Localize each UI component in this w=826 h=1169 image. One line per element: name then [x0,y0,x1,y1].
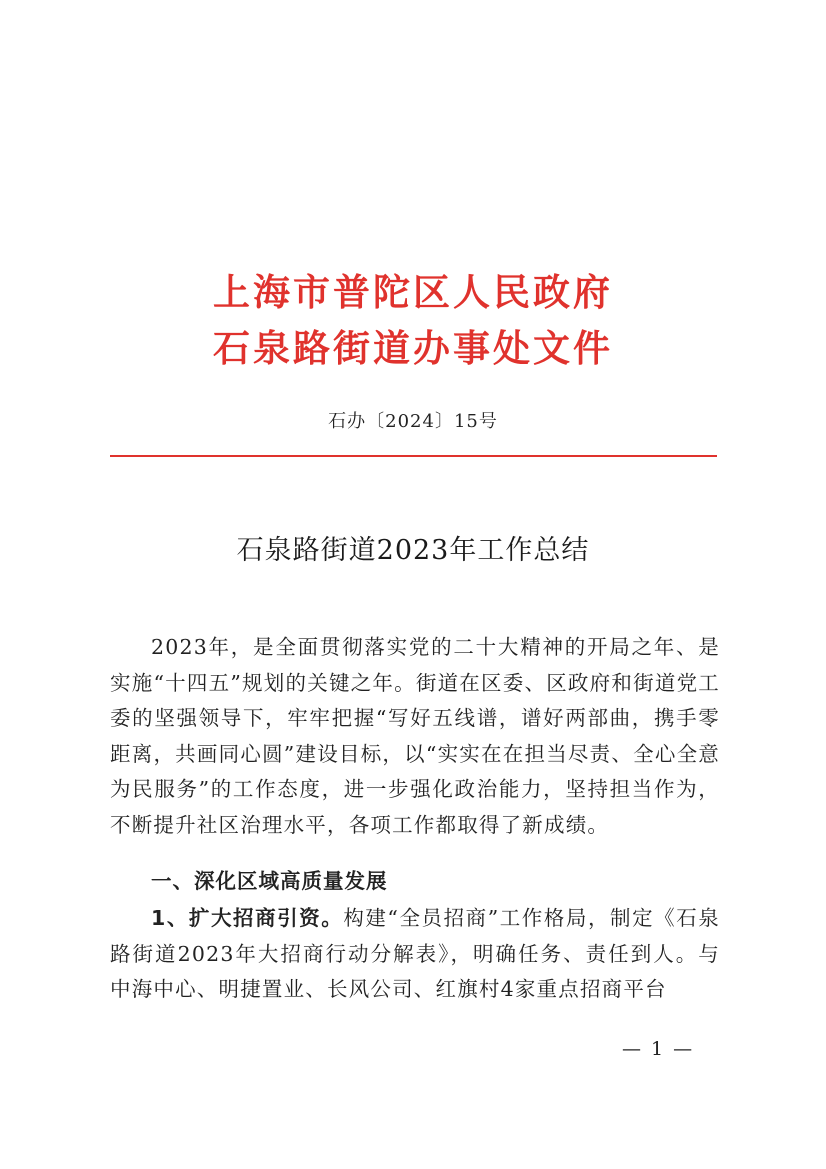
document-title: 石泉路街道2023年工作总结 [236,535,590,566]
red-separator-line [110,455,717,457]
body-paragraph-1: 2023年，是全面贯彻落实党的二十大精神的开局之年、是实施“十四五”规划的关键之年。街道在区委、区政府和街道党工委的坚强领导下，牢牢把握“写好五线谱，谱好两部曲，携手零距离，共画同心圆”建设目标，以“实实在在担当尽责、全心全意为民服务”的工作态度，进一步强化政治能力，坚持担当作为，不断提升社区治理水平，各项工作都取得了新成绩。 [110,635,720,837]
document-number: 石办〔2024〕15号 [328,411,498,432]
issuing-authority-line-2: 石泉路街道办事处文件 [213,326,613,370]
paragraph-2-text: 构建“全员招商”工作格局，制定《石泉路街道2023年大招商行动分解表》，明确任务、责任到人。与中海中心、明捷置业、长风公司、红旗村4家重点招商平台 [110,906,720,1001]
issuing-authority-line-1: 上海市普陀区人民政府 [213,270,613,314]
paragraph-2-lead: 1、扩大招商引资。 [151,906,344,930]
section-heading-1: 一、深化区域高质量发展 [151,869,388,893]
page-number: — 1 — [622,1038,695,1060]
body-paragraph-2 [110,901,720,1008]
